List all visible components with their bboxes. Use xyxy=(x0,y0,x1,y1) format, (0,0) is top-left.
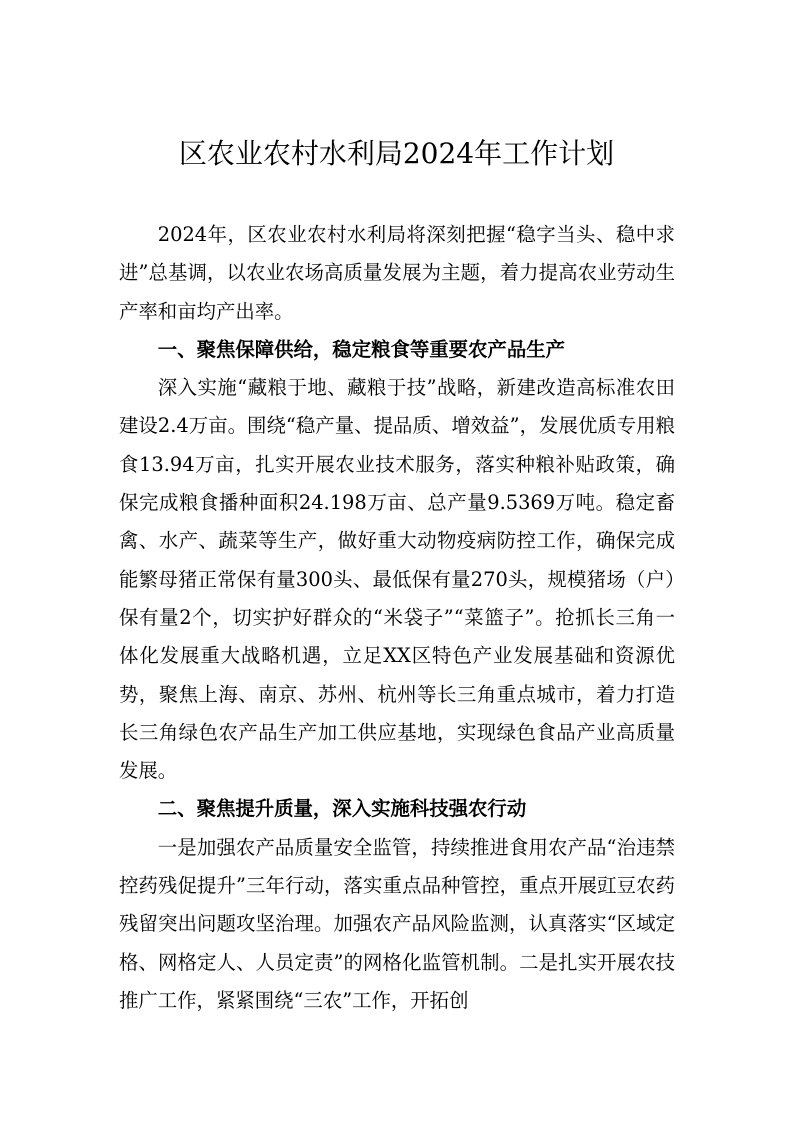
document-body xyxy=(119,216,675,1020)
section-1 xyxy=(119,331,675,791)
section-2-paragraph: 一是加强农产品质量安全监管，持续推进食用农产品“治违禁控药残促提升”三年行动，落实重点品种管控，重点开展豇豆农药残留突出问题攻坚治理。加强农产品风险监测，认真落实“区域定格、网格定人、人员定责”的网格化监管机制。二是扎实开展农技推广工作，紧紧围绕“三农”工作，开拓创 xyxy=(119,835,675,1012)
section-1-heading: 一、聚焦保障供给，稳定粮食等重要农产品生产 xyxy=(157,337,565,361)
section-2-heading: 二、聚焦提升质量，深入实施科技强农行动 xyxy=(157,797,527,821)
document-title: 区农业农村水利局2024年工作计划 xyxy=(178,137,615,170)
section-1-paragraph: 深入实施“藏粮于地、藏粮于技”战略，新建改造高标准农田建设2.4万亩。围绕“稳产量、提品质、增效益”，发展优质专用粮食13.94万亩，扎实开展农业技术服务，落实种粮补贴政策，确保完成粮食播种面积24.198万亩、总产量9.5369万吨。稳定畜禽、水产、蔬菜等生产，做好重大动物疫病防控工作，确保完成能繁母猪正常保有量300头、最低保有量270头，规模猪场（户）保有量2个，切实护好群众的“米袋子”“菜篮子”。抢抓长三角一体化发展重大战略机遇，立足XX区特色产业发展基础和资源优势，聚焦上海、南京、苏州、杭州等长三角重点城市，着力打造长三角绿色农产品生产加工供应基地，实现绿色食品产业高质量发展。 xyxy=(119,376,675,783)
section-2 xyxy=(119,790,675,1020)
intro-paragraph: 2024年，区农业农村水利局将深刻把握“稳字当头、稳中求进”总基调，以农业农场高质量发展为主题，着力提高农业劳动生产率和亩均产出率。 xyxy=(119,223,675,323)
